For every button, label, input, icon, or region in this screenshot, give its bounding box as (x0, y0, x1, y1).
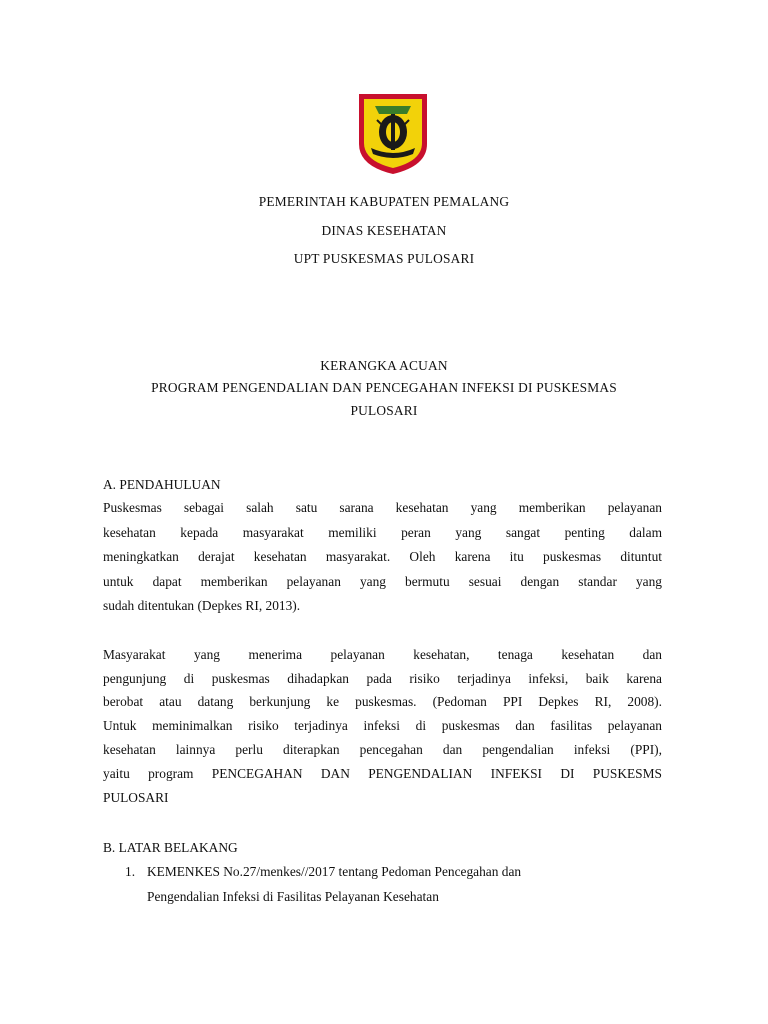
paragraph-line: Untuk meminimalkan risiko terjadinya infeksi di puskesmas dan fasilitas pelayanan (103, 718, 662, 733)
list-item-number: 1. (125, 864, 136, 879)
paragraph-line: berobat atau datang berkunjung ke puskesmas. (Pedoman PPI Depkes RI, 2008). (103, 694, 662, 709)
paragraph-line: Masyarakat yang menerima pelayanan kesehatan, tenaga kesehatan dan (103, 647, 662, 662)
paragraph-line: pengunjung di puskesmas dihadapkan pada risiko terjadinya infeksi, baik karena (103, 671, 662, 686)
regency-coat-of-arms-logo (357, 92, 429, 176)
section-b-heading: B. LATAR BELAKANG (103, 840, 238, 855)
header-unit: UPT PUSKESMAS PULOSARI (293, 251, 475, 266)
header-government: PEMERINTAH KABUPATEN PEMALANG (258, 194, 510, 209)
list-item-text: Pengendalian Infeksi di Fasilitas Pelayanan Kesehatan (147, 889, 439, 904)
coat-of-arms-emblem (357, 92, 429, 176)
document-subtitle-line2: PULOSARI (350, 403, 418, 418)
header-department: DINAS KESEHATAN (321, 223, 447, 238)
paragraph-line: untuk dapat memberikan pelayanan yang bermutu sesuai dengan standar yang (103, 574, 662, 589)
paragraph-line: kesehatan kepada masyarakat memiliki peran yang sangat penting dalam (103, 525, 662, 540)
paragraph-line: PULOSARI (103, 790, 169, 805)
paragraph-line: kesehatan lainnya perlu diterapkan pencegahan dan pengendalian infeksi (PPI), (103, 742, 662, 757)
paragraph-line: meningkatkan derajat kesehatan masyarakat. Oleh karena itu puskesmas dituntut (103, 549, 662, 564)
paragraph-line: Puskesmas sebagai salah satu sarana kesehatan yang memberikan pelayanan (103, 500, 662, 515)
paragraph-line: sudah ditentukan (Depkes RI, 2013). (103, 598, 301, 613)
document-title: KERANGKA ACUAN (320, 358, 448, 373)
section-a-heading: A. PENDAHULUAN (103, 477, 221, 492)
paragraph-line: yaitu program PENCEGAHAN DAN PENGENDALIAN INFEKSI DI PUSKESMS (103, 766, 662, 781)
list-item-text: KEMENKES No.27/menkes//2017 tentang Pedoman Pencegahan dan (147, 864, 522, 879)
document-subtitle-line1: PROGRAM PENGENDALIAN DAN PENCEGAHAN INFEKSI DI PUSKESMAS (151, 380, 617, 395)
